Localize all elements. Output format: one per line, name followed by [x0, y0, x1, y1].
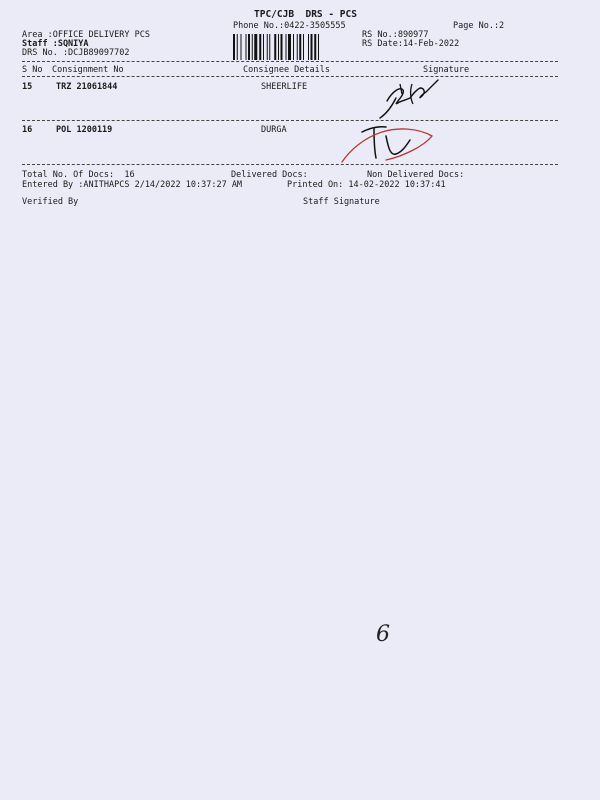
drs-number: DRS No. :DCJB89097702: [22, 48, 130, 58]
divider: [22, 164, 558, 165]
rs-number: RS No.:890977: [362, 30, 429, 40]
row-consignee: DURGA: [261, 125, 287, 135]
rs-date: RS Date:14-Feb-2022: [362, 39, 460, 49]
column-header-consignment: Consignment No: [52, 65, 124, 75]
phone-number: Phone No.:0422-3505555: [233, 21, 346, 31]
area-label: Area :OFFICE DELIVERY PCS: [22, 30, 150, 40]
delivered-docs: Delivered Docs:: [231, 170, 308, 180]
row-consignment-no: POL 1200119: [56, 125, 113, 135]
column-header-consignee: Consignee Details: [243, 65, 330, 75]
column-header-sno: S No: [22, 65, 43, 75]
row-consignment-no: TRZ 21061844: [56, 82, 118, 92]
verified-by-label: Verified By: [22, 197, 79, 207]
entered-by: Entered By :ANITHAPCS 2/14/2022 10:37:27 AM: [22, 180, 243, 190]
handwritten-page-mark: 6: [376, 622, 390, 647]
staff-signature-label: Staff Signature: [303, 197, 380, 207]
handwritten-signature: [340, 70, 460, 170]
divider: [22, 76, 558, 77]
barcode: [233, 34, 353, 60]
divider: [22, 61, 558, 62]
printed-on: Printed On: 14-02-2022 10:37:41: [287, 180, 446, 190]
row-consignee: SHEERLIFE: [261, 82, 308, 92]
non-delivered-docs: Non Delivered Docs:: [367, 170, 465, 180]
staff-label: Staff :SQNIYA: [22, 39, 89, 49]
row-sno: 15: [22, 82, 33, 92]
report-title: TPC/CJB DRS - PCS: [254, 9, 357, 20]
row-sno: 16: [22, 125, 33, 135]
column-header-signature: Signature: [423, 65, 470, 75]
divider: [22, 120, 558, 121]
page-number: Page No.:2: [453, 21, 505, 31]
total-docs: Total No. Of Docs: 16: [22, 170, 135, 180]
